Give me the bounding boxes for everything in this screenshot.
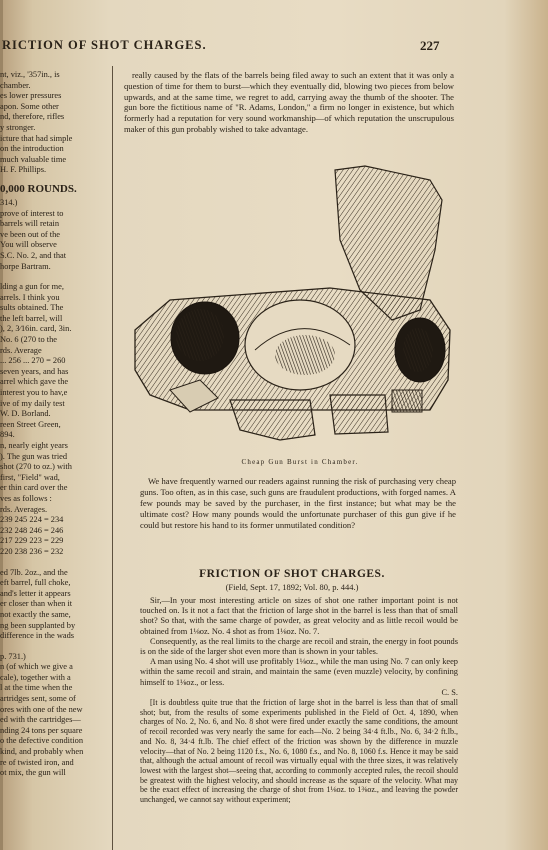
text-line: 220 238 236 = 232 (0, 546, 64, 556)
right-column-top (124, 70, 454, 135)
text-line: artridges sent, some of (0, 694, 76, 704)
letter-paragraph: A man using No. 4 shot will use profitably 1⅛oz., while the man using No. 7 can only keep within the same recoil and strain, and maintain the same (even muzzle) velocity, by confining himself to 1⅛oz., or less. (140, 657, 458, 687)
text-line: ed 7lb. 2oz., and the (0, 567, 68, 577)
text-line: seven years, and has (0, 366, 69, 376)
text-line: nd, therefore, rifles (0, 112, 65, 122)
text-line: 894. (0, 430, 15, 440)
text-line: eft barrel, full choke, (0, 578, 71, 588)
text-line: ve been out of the (0, 229, 60, 239)
text-line: and's letter it appears (0, 588, 71, 598)
article-title: FRICTION OF SHOT CHARGES. (199, 568, 385, 580)
text-line: No. 6 (270 to the (0, 335, 57, 345)
letter-paragraph: Consequently, as the real limits to the charge are recoil and strain, the energy in foot pounds is on the side of the larger shot even more than is shown in your tables. (140, 636, 459, 657)
text-line: barrels will retain (0, 219, 60, 229)
text-line: first, "Field" wad, (0, 472, 60, 482)
text-line: 239 245 224 = 234 (0, 515, 64, 525)
text-line: ores with one of the new (0, 704, 83, 714)
left-heading: 0,000 ROUNDS. (0, 182, 77, 195)
text-line: ). The gun was tried (0, 451, 68, 461)
text-line: nding 24 tons per square (0, 725, 83, 735)
text-line: W. D. Borland. (0, 409, 51, 419)
text-line: shot (270 to oz.) with (0, 462, 72, 472)
text-line: er thin card over the (0, 483, 68, 493)
page-number: 227 (420, 38, 440, 53)
left-block-3 (0, 282, 108, 504)
letter-paragraph: Sir,—In your most interesting article on sizes of shot one rather important point is not touched on. Is it not a fact that the friction of large shot in the barrel is less than that of small shot? So that, with the same charge of powder, as great velocity and as little recoil would be obtained from 1⅛oz. No. 4 shot as from 1⅛oz. No. 7. (140, 596, 458, 636)
article-body (140, 596, 458, 805)
text-line: the left barrel, will (0, 313, 63, 323)
text-line: 314.) (0, 197, 18, 207)
left-block-6 (0, 652, 108, 779)
text-line: reen Street Green, (0, 419, 61, 429)
text-line: cale), together with a (0, 672, 71, 682)
text-line: ng been supplanted by (0, 620, 76, 630)
text-line: lding a gun for me, (0, 282, 64, 292)
left-column (0, 70, 108, 779)
text-line: arrels. I think you (0, 292, 60, 302)
text-line: S.C. No. 2, and that (0, 250, 67, 260)
text-line: ive of my daily test (0, 398, 65, 408)
text-line: arrel which gave the (0, 377, 69, 387)
text-line: l at the time when the (0, 683, 73, 693)
text-line: not exactly the same, (0, 609, 71, 619)
left-block-1 (0, 70, 108, 176)
body-paragraph: really caused by the flats of the barrels being filed away to such an extent that it was only a question of time for them to burst—which they eventually did, blowing two pieces from below upwards, and at the same time, we regret to add, carrying away the thumb of the shooter. The gun bore the fictitious name of "R. Adams, London," a firm no longer in existence, but which formerly had a reputation for very sound workmanship—of which reputation the unscrupulous maker of this gun probably wished to take advantage. (124, 70, 454, 134)
left-block-5 (0, 568, 108, 642)
text-line: y stronger. (0, 122, 36, 132)
article-reference: (Field, Sept. 17, 1892; Vol. 80, p. 444.) (225, 582, 359, 592)
text-line: p. 731.) (0, 651, 26, 661)
text-line: rds. Averages. (0, 504, 48, 514)
text-line: 217 229 223 = 229 (0, 536, 64, 546)
text-line: nt, viz., '357in., is (0, 70, 60, 79)
text-line: You will observe (0, 240, 57, 250)
text-line: sults obtained. The (0, 303, 64, 313)
text-line: interest you to hav,e (0, 388, 68, 398)
text-line: prove of interest to (0, 208, 64, 218)
text-line: difference in the wads (0, 631, 75, 641)
text-line: n, nearly eight years (0, 441, 68, 450)
column-rule (112, 66, 113, 850)
text-line: on the introduction (0, 144, 64, 154)
text-line: n (of which we give a (0, 662, 73, 672)
signature: C. S. (441, 687, 458, 697)
text-line: o the defective condition (0, 736, 84, 746)
text-line: es lower pressures (0, 91, 62, 101)
text-line: ves as follows : (0, 493, 52, 503)
text-line: 232 248 246 = 246 (0, 525, 64, 535)
text-line: kind, and probably when (0, 747, 84, 757)
text-line: chamber. (0, 80, 31, 90)
text-line: H. F. Phillips. (0, 165, 47, 175)
text-line: ot mix, the gun will (0, 768, 66, 778)
text-line: horpe Bartram. (0, 261, 51, 271)
editor-reply: [It is doubtless quite true that the friction of large shot in the barrel is less than that of small shot; but, from the results of some experiments published in the Field of Oct. 4, 1890, when charges of No. 2, No. 6, and No. 8 shot were fired under exactly the same conditions, the amount of recoil recorded was very nearly the same for each—No. 2 being 34·4 ft.lb., No. 6, 34·2 ft.lb., and No. 8, 34·4 ft.lb. The chief effect of the friction was shown by the difference in muzzle velocity—that of No. 2 being 1120 f.s., No. 6, 1080 f.s., and No. 8, 1060 f.s. Hence it may be said that, although the actual amount of recoil was virtually equal with the three sizes, it was relatively lowest with the largest shot—seeing that, according to commonly accepted rules, the recoil should be greatest with the highest velocity, and should increase as the square of the velocity. What may be the exact effect of increasing the charge of shot from 1⅛oz. to 1⅜oz., and leaving the powder unchanged, we cannot say without experiment; (140, 698, 458, 805)
text-line: re of twisted iron, and (0, 757, 74, 767)
burst-gun-engraving (130, 160, 455, 450)
left-block-4 (0, 505, 108, 558)
text-line: apon. Some other (0, 101, 59, 111)
text-line: ed with the cartridges— (0, 715, 81, 725)
body-paragraph: We have frequently warned our readers against running the risk of purchasing very cheap guns. Too often, as in this case, such guns are fraudulent productions, with forged names. A few pounds may be saved by the purchaser, in the first instance; but what may be the ultimate cost? How many pounds would the unfortunate purchaser of this gun give if he could but restore his hand to its former unmutilated condition? (140, 476, 456, 530)
text-line: icture that had simple (0, 133, 73, 143)
page-header (0, 38, 548, 56)
left-block-2 (0, 198, 108, 272)
text-line: ... 256 ... 270 = 260 (0, 356, 66, 366)
figure-caption: Cheap Gun Burst in Chamber. (241, 458, 359, 466)
text-line: er closer than when it (0, 599, 73, 609)
running-title: RICTION OF SHOT CHARGES. (2, 38, 207, 52)
text-line: ), 2, 3⁄16in. card, 3in. (0, 324, 72, 334)
text-line: rds. Average (0, 345, 42, 355)
warning-paragraph-block (140, 476, 456, 531)
text-line: much valuable time (0, 154, 67, 164)
